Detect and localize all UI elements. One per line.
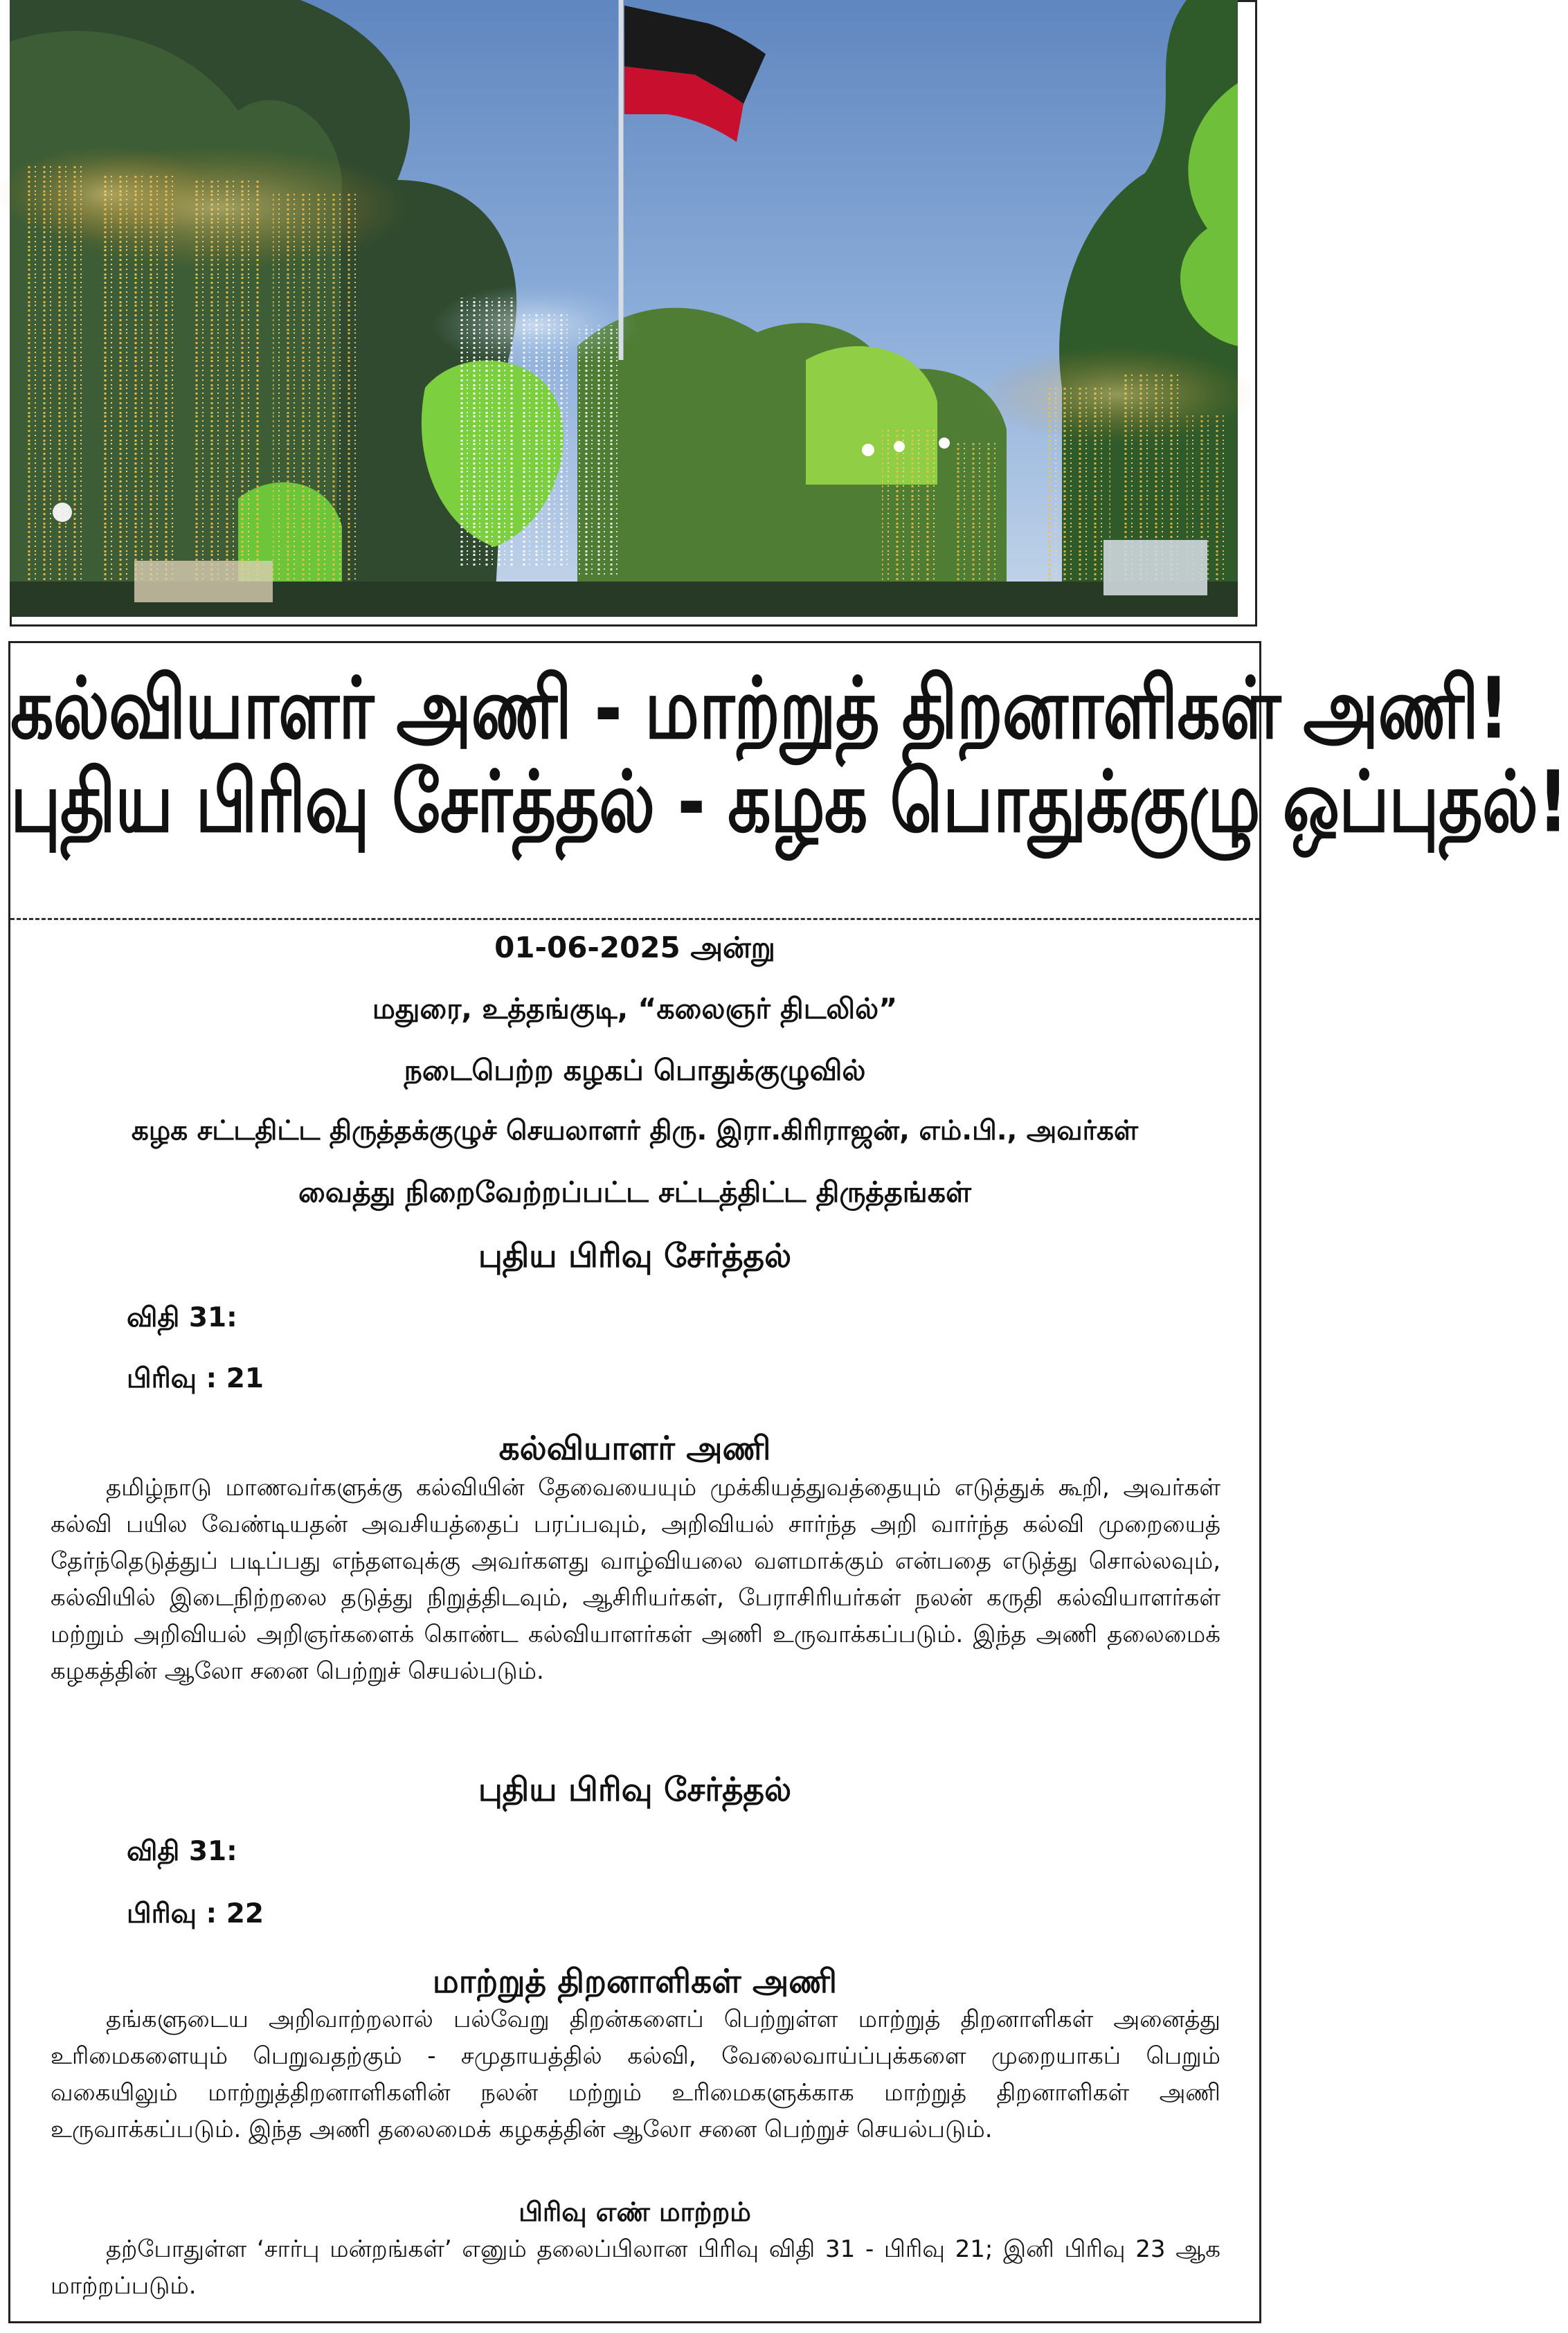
section-3-heading: பிரிவு எண் மாற்றம் (519, 2197, 751, 2227)
section-2-rule: விதி 31: (127, 1836, 237, 1867)
section-2-clause: பிரிவு : 22 (127, 1898, 264, 1929)
notice-box (8, 641, 1568, 2323)
section-1-rule: விதி 31: (127, 1302, 237, 1333)
event-photo (10, 0, 1238, 617)
dashed-divider (10, 918, 1259, 920)
section-2-heading: புதிய பிரிவு சேர்த்தல் (478, 1771, 792, 1809)
date-line: 01-06-2025 அன்று (494, 930, 775, 964)
committee-line: கழக சட்டதிட்ட திருத்தக்குழுச் செயலாளர் திரு. இரா.கிரிராஜன், எம்.பி., அவர்கள் (131, 1115, 1139, 1146)
section-1-body: தமிழ்நாடு மாணவர்களுக்கு கல்வியின் தேவையையும் முக்கியத்துவத்தையும் எடுத்துக் கூறி, அவர்கள் கல்வி பயில வேண்டியதன் அவசியத்தைப் பரப்பவும், அறிவியல் சார்ந்த அறி வார்ந்த கல்வி முறையைத் தேர்ந்தெடுத்துப் படிப்பது எந்தளவுக்கு அவர்களது வாழ்வியலை வளமாக்கும் என்பதை எடுத்து சொல்லவும், கல்வியில் இடைநிற்றலை தடுத்து நிறுத்திடவும், ஆசிரியர்கள், பேராசிரியர்கள் நலன் கருதி கல்வியாளர்கள் மற்றும் அறிவியல் அறிஞர்களைக் கொண்ட கல்வியாளர்கள் அணி உருவாக்கப்படும். இந்த அணி தலைமைக் கழகத்தின் ஆலோ சனை பெற்றுச் செயல்படும். (51, 1474, 1220, 1685)
section-1-title: கல்வியாளர் அணி (498, 1430, 771, 1468)
headline-line-2: புதிய பிரிவு சேர்த்தல் - கழக பொதுக்குழு ஒப்புதல்! (10, 753, 1568, 852)
section-1-clause: பிரிவு : 21 (127, 1363, 264, 1394)
lights-left (0, 145, 411, 595)
lights-middle (432, 284, 640, 575)
amendments-line: வைத்து நிறைவேற்றப்பட்ட சட்டத்திட்ட திருத்தங்கள் (298, 1175, 971, 1209)
section-2-title: மாற்றுத் திறனாளிகள் அணி (432, 1963, 838, 2001)
section-2-body: தங்களுடைய அறிவாற்றலால் பல்வேறு திறன்களைப் பெற்றுள்ள மாற்றுத் திறனாளிகள் அனைத்து உரிமைகளையும் பெறுவதற்கும் - சமுதாயத்தில் கல்வி, வேலைவாய்ப்புக்களை முறையாகப் பெறும் வகையிலும் மாற்றுத்திறனாளிகளின் நலன் மற்றும் உரிமைகளுக்காக மாற்றுத் திறனாளிகள் அணி உருவாக்கப்படும். இந்த அணி தலைமைக் கழகத்தின் ஆலோ சனை பெற்றுச் செயல்படும். (51, 2006, 1220, 2143)
meeting-line: நடைபெற்ற கழகப் பொதுக்குழுவில் (404, 1054, 866, 1087)
venue-line: மதுரை, உத்தங்குடி, “கலைஞர் திடலில்” (372, 992, 898, 1025)
headline-line-1: கல்வியாளர் அணி - மாற்றுத் திறனாளிகள் அணி! (10, 659, 1508, 759)
section-1-heading: புதிய பிரிவு சேர்த்தல் (478, 1237, 792, 1275)
section-3-body: தற்போதுள்ள ‘சார்பு மன்றங்கள்’ எனும் தலைப்பிலான பிரிவு விதி 31 - பிரிவு 21; இனி பிரிவு 23 ஆக மாற்றப்படும். (51, 2235, 1220, 2300)
